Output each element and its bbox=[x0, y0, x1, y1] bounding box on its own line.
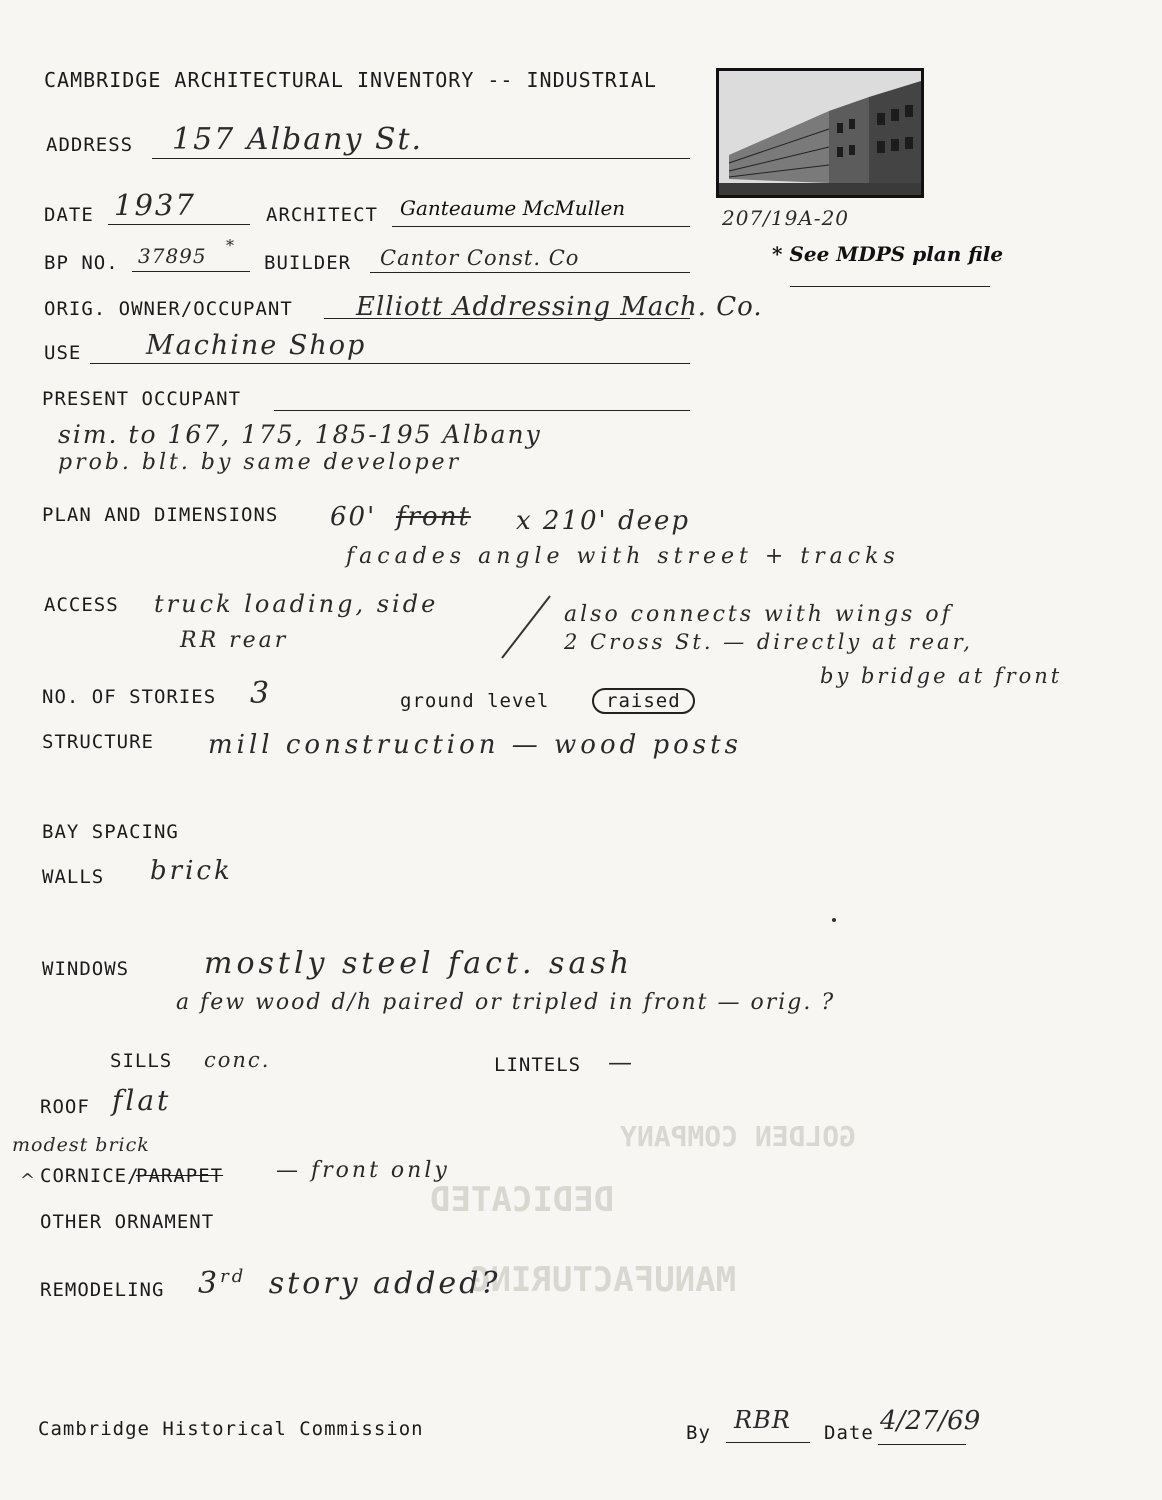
cornice-label: CORNICE/ bbox=[40, 1165, 140, 1187]
date-signed-line bbox=[878, 1444, 966, 1445]
commission-name: Cambridge Historical Commission bbox=[38, 1418, 424, 1440]
present-occupant-line bbox=[274, 410, 690, 411]
bleed-through-text: MANUFACTURING bbox=[470, 1260, 737, 1300]
remodeling-value bbox=[198, 1266, 500, 1301]
lintels-label: LINTELS bbox=[494, 1054, 582, 1076]
stories-value: 3 bbox=[250, 676, 272, 711]
plan-depth: x 210' deep bbox=[516, 506, 691, 536]
bleed-through-text: DEDICATED bbox=[430, 1180, 615, 1220]
access-divider-slash bbox=[498, 592, 558, 662]
photo-reference: 207/19A-20 bbox=[722, 206, 850, 230]
access-connects: also connects with wings of bbox=[564, 602, 953, 627]
stray-mark bbox=[832, 918, 836, 922]
walls-label: WALLS bbox=[42, 866, 105, 888]
sills-label: SILLS bbox=[110, 1050, 173, 1072]
present-occupant-label: PRESENT OCCUPANT bbox=[42, 388, 242, 410]
address-line bbox=[152, 158, 690, 159]
structure-value: mill construction — wood posts bbox=[208, 730, 742, 760]
roof-value: flat bbox=[112, 1084, 172, 1117]
architect-label: ARCHITECT bbox=[266, 204, 378, 226]
plan-file-underline bbox=[790, 286, 990, 287]
lintels-value: — bbox=[608, 1048, 634, 1076]
use-label: USE bbox=[44, 342, 82, 364]
address-value: 157 Albany St. bbox=[172, 122, 424, 157]
parapet-label-struck: PARAPET bbox=[136, 1165, 224, 1187]
factory-building-image bbox=[719, 71, 921, 195]
walls-value: brick bbox=[150, 856, 233, 886]
plan-facade-note: facades angle with street + tracks bbox=[346, 544, 900, 569]
date-signed-value: 4/27/69 bbox=[880, 1406, 981, 1436]
remodeling-label: REMODELING bbox=[40, 1279, 165, 1301]
orig-owner-label: ORIG. OWNER/OCCUPANT bbox=[44, 298, 293, 320]
form-title: CAMBRIDGE ARCHITECTURAL INVENTORY -- INDUSTRIAL bbox=[44, 68, 657, 92]
ground-level-label: ground level bbox=[400, 690, 550, 712]
similar-buildings-note: sim. to 167, 175, 185-195 Albany bbox=[58, 420, 542, 449]
orig-owner-value: Elliott Addressing Mach. Co. bbox=[356, 292, 763, 322]
use-value: Machine Shop bbox=[146, 330, 367, 361]
builder-value: Cantor Const. Co bbox=[380, 246, 580, 270]
remodeling-text: story added? bbox=[268, 1266, 501, 1301]
bp-no-line bbox=[132, 271, 250, 272]
remodeling-ordinal: rd bbox=[220, 1266, 247, 1287]
windows-label: WINDOWS bbox=[42, 958, 130, 980]
developer-note: prob. blt. by same developer bbox=[58, 450, 462, 475]
structure-label: STRUCTURE bbox=[42, 731, 154, 753]
building-photo bbox=[716, 68, 924, 198]
builder-line bbox=[370, 272, 690, 273]
date-signed-label: Date bbox=[824, 1422, 874, 1444]
stories-label: NO. OF STORIES bbox=[42, 686, 217, 708]
plan-dimensions-label: PLAN AND DIMENSIONS bbox=[42, 504, 279, 526]
builder-label: BUILDER bbox=[264, 252, 352, 274]
access-bridge: by bridge at front bbox=[820, 664, 1063, 688]
plan-front-struck: front bbox=[396, 502, 471, 532]
bp-no-label: BP NO. bbox=[44, 252, 119, 274]
date-label: DATE bbox=[44, 204, 94, 226]
cornice-value: — front only bbox=[276, 1158, 450, 1183]
bay-spacing-label: BAY SPACING bbox=[42, 821, 179, 843]
address-label: ADDRESS bbox=[46, 134, 134, 156]
other-ornament-label: OTHER ORNAMENT bbox=[40, 1211, 215, 1233]
bleed-through-text: GOLDEN COMPANY bbox=[620, 1120, 857, 1153]
bp-no-asterisk: * bbox=[226, 236, 236, 255]
windows-primary: mostly steel fact. sash bbox=[204, 946, 634, 981]
date-line bbox=[108, 224, 250, 225]
ground-level-raised-option: raised bbox=[592, 688, 695, 714]
date-value: 1937 bbox=[114, 188, 196, 222]
plan-width: 60' bbox=[330, 502, 377, 532]
by-label: By bbox=[686, 1422, 711, 1444]
plan-file-note: * See MDPS plan file bbox=[772, 242, 1004, 266]
access-cross-st: 2 Cross St. — directly at rear, bbox=[564, 630, 973, 654]
by-value: RBR bbox=[734, 1406, 791, 1434]
architect-line bbox=[392, 226, 690, 227]
remodeling-story-number: 3 bbox=[198, 1266, 221, 1301]
access-truck: truck loading, side bbox=[154, 590, 439, 618]
use-line bbox=[90, 363, 690, 364]
roof-label: ROOF bbox=[40, 1096, 90, 1118]
architect-value: Ganteaume McMullen bbox=[400, 196, 626, 220]
access-rr: RR rear bbox=[180, 628, 289, 653]
windows-secondary: a few wood d/h paired or tripled in front — orig. ? bbox=[176, 990, 836, 1015]
by-line bbox=[726, 1442, 810, 1443]
bp-no-value: 37895 bbox=[138, 244, 207, 268]
cornice-insert-mark: ^ bbox=[20, 1170, 38, 1191]
sills-value: conc. bbox=[204, 1048, 271, 1072]
access-label: ACCESS bbox=[44, 594, 119, 616]
cornice-note: modest brick bbox=[12, 1134, 150, 1156]
